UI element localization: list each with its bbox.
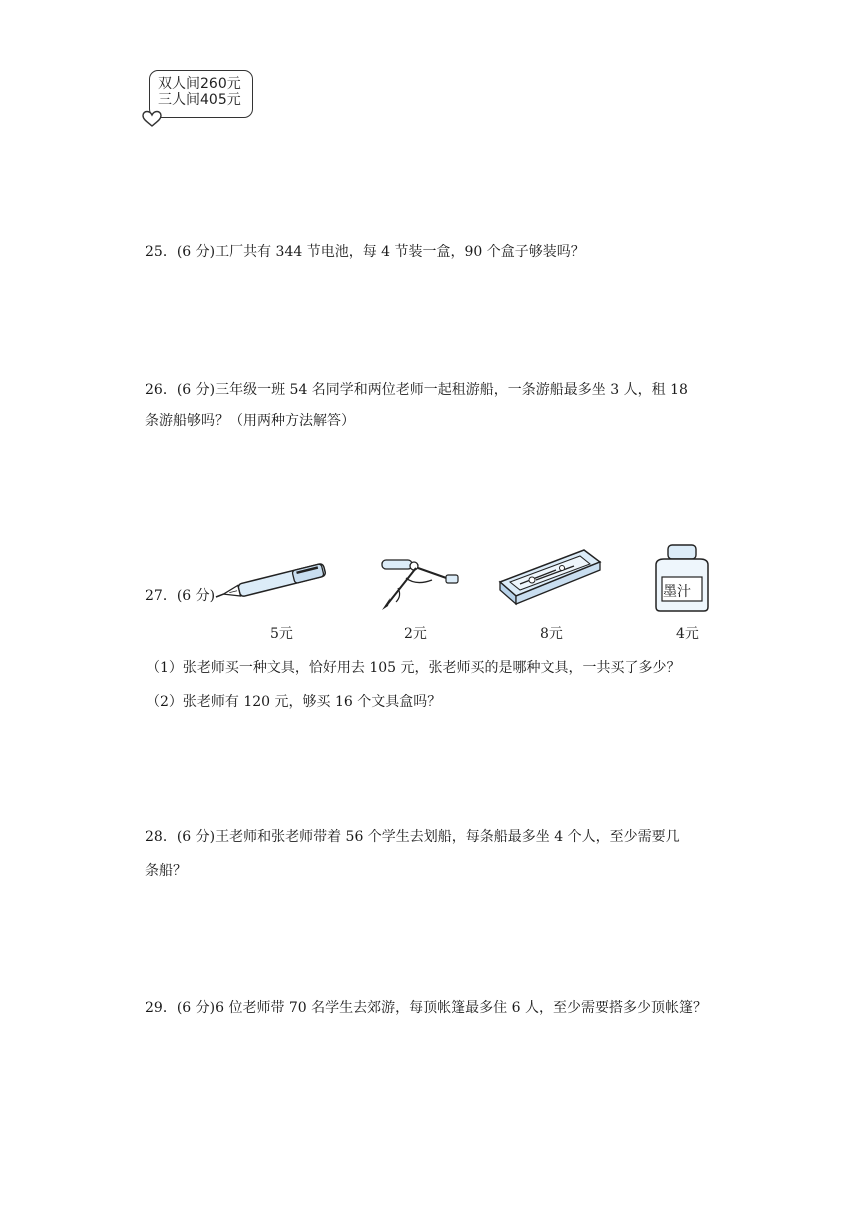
price-ink-bottle: 4元 <box>676 626 699 642</box>
question-27-part1: （1）张老师买一种文具，恰好用去 105 元，张老师买的是哪种文具，一共买了多少？ <box>146 660 681 676</box>
question-29: 29．(6 分)6 位老师带 70 名学生去郊游，每顶帐篷最多住 6 人，至少需要搭多少顶帐篷？ <box>145 1000 707 1016</box>
fountain-pen-icon <box>212 562 332 602</box>
question-27-lead: 27．(6 分) <box>145 588 216 604</box>
sign-line-triple-room: 三人间405元 <box>158 92 241 108</box>
question-26-line1: 26．(6 分)三年级一班 54 名同学和两位老师一起租游船，一条游船最多坐 3 人，租 18 <box>145 382 688 398</box>
question-28-line2: 条船？ <box>145 863 187 879</box>
question-26-line2: 条游船够吗？（用两种方法解答） <box>145 413 355 429</box>
room-price-sign <box>149 70 253 118</box>
question-27-part2: （2）张老师有 120 元，够买 16 个文具盒吗？ <box>146 694 442 710</box>
compass-icon <box>376 556 462 612</box>
price-pencil-case: 8元 <box>540 626 563 642</box>
price-fountain-pen: 5元 <box>270 626 293 642</box>
ink-bottle-icon <box>648 543 716 613</box>
ink-bottle-label: 墨汁 <box>663 584 691 600</box>
sign-line-double-room: 双人间260元 <box>158 76 241 92</box>
question-25: 25．(6 分)工厂共有 344 节电池，每 4 节装一盒，90 个盒子够装吗？ <box>145 244 585 260</box>
question-28-line1: 28．(6 分)王老师和张老师带着 56 个学生去划船，每条船最多坐 4 个人，至少需要几 <box>145 829 680 845</box>
pencil-case-icon <box>496 546 604 608</box>
heart-icon <box>142 110 162 128</box>
price-compass: 2元 <box>404 626 427 642</box>
